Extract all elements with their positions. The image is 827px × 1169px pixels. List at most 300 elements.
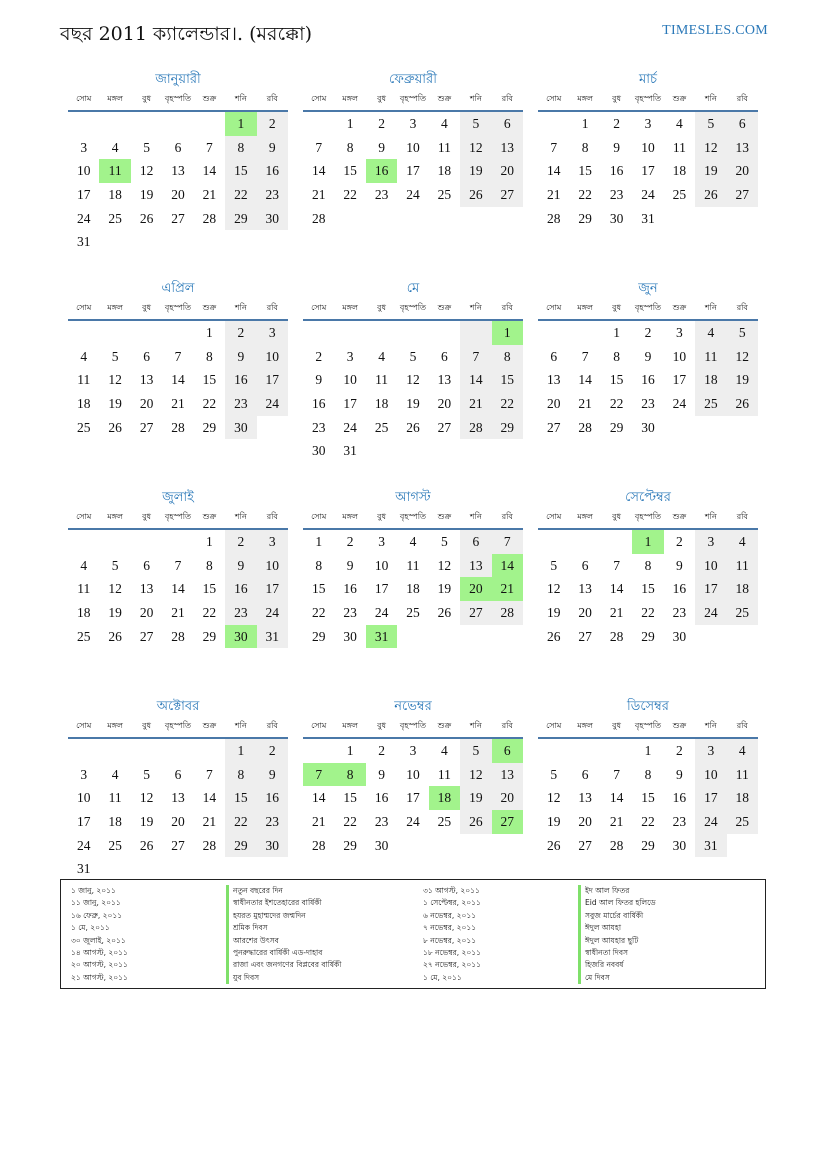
empty-cell	[68, 739, 99, 763]
day-cell: 17	[406, 163, 420, 179]
day-cell: 5	[550, 557, 558, 573]
day-cell: 6	[492, 112, 523, 136]
day-cell: 22	[225, 183, 256, 207]
day-cell: 7	[174, 348, 182, 364]
weekday-label: সোম	[311, 512, 327, 521]
day-cell: 11	[727, 763, 758, 787]
day-cell: 23	[672, 814, 687, 830]
day-cell: 1	[315, 534, 323, 549]
month-name: মে	[406, 281, 420, 296]
day-cell: 25	[672, 187, 687, 203]
day-cell: 15	[225, 786, 256, 810]
day-cell: 28	[578, 419, 592, 435]
day-cell: 7	[613, 557, 620, 573]
day-cell: 24	[672, 396, 687, 412]
weekday-header	[303, 508, 523, 530]
holiday-row	[71, 885, 403, 897]
day-cell: 16	[225, 577, 256, 601]
day-cell: 14	[171, 372, 185, 388]
day-cell: 26	[460, 810, 491, 834]
weekday-label: রবি	[266, 94, 278, 103]
month-name: সেপ্টেম্বর	[625, 490, 671, 505]
weekday-label: সোম	[311, 94, 327, 103]
holiday-date: ২১ আগস্ট, ২০১১	[71, 972, 128, 982]
day-cell: 10	[76, 163, 91, 179]
weekday-label: বুধ	[612, 512, 622, 521]
weekday-label: বুধ	[142, 303, 152, 312]
day-cell: 4	[727, 739, 758, 763]
weekday-label: বৃহস্পতি	[634, 94, 662, 103]
day-cell: 25	[76, 419, 91, 435]
day-cell: 21	[460, 392, 491, 416]
day-cell: 25	[727, 601, 758, 625]
day-cell: 7	[550, 139, 558, 155]
day-cell: 15	[641, 790, 655, 806]
day-cell: 16	[641, 372, 655, 388]
weekday-label: বৃহস্পতি	[164, 512, 192, 521]
day-cell: 21	[202, 814, 217, 830]
month-name: মার্চ	[638, 72, 657, 87]
weekday-label: শুক্র	[437, 721, 452, 730]
empty-cell	[68, 112, 99, 136]
day-cell: 24	[76, 210, 91, 226]
day-cell: 1	[346, 116, 354, 131]
holiday-day-cell: 1	[632, 530, 663, 554]
day-cell: 1	[206, 534, 213, 549]
holiday-date: ৭ নভেম্বর, ২০১১	[423, 923, 477, 933]
day-cell: 1	[644, 743, 652, 758]
weekday-label: মঙ্গল	[577, 721, 593, 730]
day-cell: 13	[139, 581, 154, 597]
day-cell: 3	[644, 116, 652, 131]
day-cell: 7	[206, 766, 213, 782]
month-block	[303, 70, 523, 279]
day-cell: 26	[695, 183, 726, 207]
weekday-label: সোম	[546, 512, 562, 521]
weekday-label: মঙ্গল	[342, 94, 358, 103]
day-cell: 17	[343, 396, 357, 412]
weekday-label: মঙ্গল	[342, 721, 358, 730]
weekday-label: শুক্র	[437, 303, 452, 312]
weekday-label: বৃহস্পতি	[634, 303, 662, 312]
day-cell: 2	[225, 321, 256, 345]
day-cell: 5	[111, 557, 119, 573]
day-cell: 5	[460, 112, 491, 136]
holiday-date: ১৮ নভেম্বর, ২০১১	[423, 947, 481, 957]
holiday-row	[423, 972, 755, 984]
day-cell: 19	[546, 605, 561, 621]
empty-cell	[131, 321, 162, 345]
day-cell: 29	[202, 419, 217, 435]
day-cell: 19	[460, 159, 491, 183]
day-cell: 4	[111, 139, 119, 155]
weekday-label: রবি	[266, 512, 278, 521]
holiday-row	[71, 947, 403, 959]
holiday-name: নতুন বছরের দিন	[226, 885, 403, 897]
day-cell: 6	[174, 139, 182, 155]
day-cell: 11	[672, 139, 686, 155]
day-cell: 19	[460, 786, 491, 810]
day-cell: 10	[672, 348, 687, 364]
weekday-label: রবি	[501, 303, 513, 312]
day-cell: 25	[374, 419, 389, 435]
day-cell: 10	[406, 139, 420, 155]
weekday-label: মঙ্গল	[107, 303, 123, 312]
day-cell: 14	[311, 163, 326, 179]
holiday-date: ১৬ ফেব্রু, ২০১১	[71, 910, 123, 920]
weekday-label: সোম	[311, 303, 327, 312]
day-cell: 10	[76, 790, 91, 806]
weekday-label: বুধ	[612, 303, 622, 312]
day-cell: 3	[257, 321, 288, 345]
day-cell: 30	[641, 419, 655, 435]
month-block	[68, 697, 288, 906]
weekday-label: শনি	[469, 721, 482, 730]
weekday-label: মঙ্গল	[342, 512, 358, 521]
day-cell: 29	[609, 419, 624, 435]
month-block	[538, 697, 758, 906]
weekday-header	[538, 299, 758, 321]
holiday-name: যুব দিবস	[226, 972, 403, 984]
day-grid	[538, 321, 758, 439]
day-grid	[538, 530, 758, 648]
day-cell: 23	[672, 605, 687, 621]
day-cell: 30	[311, 443, 326, 459]
day-cell: 24	[695, 601, 726, 625]
day-cell: 3	[80, 139, 88, 155]
day-cell: 13	[460, 554, 491, 578]
day-cell: 25	[108, 210, 122, 226]
day-cell: 23	[343, 605, 357, 621]
day-cell: 17	[695, 577, 726, 601]
day-cell: 13	[171, 790, 185, 806]
day-cell: 17	[257, 577, 288, 601]
day-cell: 24	[695, 810, 726, 834]
day-cell: 4	[727, 530, 758, 554]
weekday-label: রবি	[266, 721, 278, 730]
holiday-name: শ্রমিক দিবস	[226, 922, 403, 934]
day-cell: 13	[546, 372, 561, 388]
weekday-label: মঙ্গল	[342, 303, 358, 312]
weekday-label: শুক্র	[202, 512, 217, 521]
weekday-label: বুধ	[377, 512, 387, 521]
day-cell: 23	[225, 601, 256, 625]
weekday-header	[68, 508, 288, 530]
weekday-header	[303, 90, 523, 112]
empty-cell	[303, 112, 334, 136]
holiday-name: Eid আল ফিতর হলিডে	[578, 897, 755, 909]
day-cell: 31	[695, 834, 726, 858]
weekday-label: শনি	[234, 303, 247, 312]
holiday-date: ১ মে, ২০১১	[71, 923, 110, 933]
weekday-label: বৃহস্পতি	[634, 512, 662, 521]
empty-cell	[99, 112, 130, 136]
day-cell: 24	[406, 187, 420, 203]
day-cell: 18	[727, 786, 758, 810]
day-cell: 23	[374, 187, 389, 203]
day-cell: 13	[727, 136, 758, 160]
day-cell: 21	[546, 187, 561, 203]
day-cell: 21	[578, 396, 592, 412]
day-cell: 9	[613, 139, 620, 155]
day-cell: 6	[727, 112, 758, 136]
day-cell: 6	[581, 557, 589, 573]
day-cell: 22	[202, 605, 217, 621]
day-cell: 18	[108, 187, 122, 203]
weekday-label: শুক্র	[202, 303, 217, 312]
weekday-label: রবি	[736, 303, 748, 312]
empty-cell	[538, 321, 569, 345]
day-cell: 8	[206, 557, 213, 573]
weekday-label: বৃহস্পতি	[399, 721, 427, 730]
day-cell: 10	[374, 557, 389, 573]
empty-cell	[68, 321, 99, 345]
empty-cell	[538, 739, 569, 763]
day-cell: 27	[546, 419, 561, 435]
empty-cell	[303, 739, 334, 763]
holiday-date: ২৭ নভেম্বর, ২০১১	[423, 960, 482, 970]
day-cell: 11	[695, 345, 726, 369]
day-cell: 19	[406, 396, 420, 412]
day-cell: 4	[111, 766, 119, 782]
day-cell: 17	[672, 372, 687, 388]
day-cell: 6	[143, 348, 150, 364]
day-cell: 6	[143, 557, 150, 573]
day-cell: 22	[343, 187, 357, 203]
holiday-day-cell: 7	[303, 763, 334, 787]
empty-cell	[397, 321, 428, 345]
day-cell: 17	[76, 187, 91, 203]
weekday-label: বৃহস্পতি	[399, 512, 427, 521]
day-cell: 9	[257, 136, 288, 160]
day-cell: 28	[609, 837, 624, 853]
day-cell: 7	[206, 139, 213, 155]
day-cell: 17	[257, 368, 288, 392]
holiday-row	[423, 935, 755, 947]
month-block	[68, 279, 288, 488]
day-cell: 29	[225, 834, 256, 858]
day-cell: 15	[225, 159, 256, 183]
weekday-label: শুক্র	[437, 94, 452, 103]
holiday-date: ১ মে, ২০১১	[423, 972, 462, 982]
day-cell: 29	[578, 210, 592, 226]
day-cell: 4	[676, 116, 683, 131]
day-cell: 22	[492, 392, 523, 416]
day-cell: 25	[437, 187, 452, 203]
month-name: জুলাই	[162, 490, 194, 505]
holiday-name: স্বাধীনতা দিবস	[578, 947, 755, 959]
day-cell: 20	[546, 396, 561, 412]
holiday-name: ঈদুল আযহা	[578, 922, 755, 934]
day-cell: 5	[460, 739, 491, 763]
day-cell: 11	[77, 581, 91, 597]
empty-cell	[429, 321, 460, 345]
month-name: অক্টোবর	[156, 699, 200, 714]
day-cell: 2	[644, 325, 652, 340]
weekday-label: বৃহস্পতি	[634, 721, 662, 730]
day-cell: 14	[460, 368, 491, 392]
day-cell: 11	[437, 139, 451, 155]
day-cell: 18	[437, 163, 452, 179]
weekday-label: বুধ	[377, 721, 387, 730]
day-cell: 5	[409, 348, 417, 364]
day-cell: 20	[578, 814, 592, 830]
day-cell: 20	[171, 814, 185, 830]
site-logo-text[interactable]: TIMESLES.COM	[662, 23, 768, 38]
day-cell: 3	[676, 325, 683, 340]
day-cell: 4	[441, 116, 448, 131]
day-cell: 18	[374, 396, 389, 412]
weekday-label: শনি	[234, 721, 247, 730]
day-cell: 22	[343, 814, 357, 830]
day-cell: 14	[609, 581, 624, 597]
day-cell: 1	[346, 743, 354, 758]
day-cell: 13	[578, 581, 592, 597]
day-cell: 10	[343, 372, 357, 388]
weekday-label: শুক্র	[672, 721, 687, 730]
weekday-label: বৃহস্পতি	[399, 303, 427, 312]
day-cell: 14	[202, 790, 217, 806]
day-cell: 5	[695, 112, 726, 136]
day-cell: 29	[311, 628, 326, 644]
day-cell: 21	[311, 814, 326, 830]
day-cell: 3	[409, 743, 417, 758]
day-cell: 19	[108, 605, 122, 621]
day-cell: 7	[613, 766, 620, 782]
day-cell: 29	[202, 628, 217, 644]
weekday-label: শনি	[469, 94, 482, 103]
weekday-label: শুক্র	[202, 721, 217, 730]
holiday-date: ৬ নভেম্বর, ২০১১	[423, 910, 477, 920]
day-grid	[68, 530, 288, 648]
weekday-label: বুধ	[142, 721, 152, 730]
day-cell: 23	[374, 814, 389, 830]
day-cell: 20	[139, 605, 154, 621]
day-cell: 8	[492, 345, 523, 369]
empty-cell	[99, 530, 130, 554]
day-grid	[303, 739, 523, 857]
day-cell: 28	[311, 210, 326, 226]
weekday-label: সোম	[546, 303, 562, 312]
weekday-label: শুক্র	[202, 94, 217, 103]
empty-cell	[194, 112, 225, 136]
weekday-label: মঙ্গল	[107, 94, 123, 103]
weekday-label: শনি	[704, 94, 717, 103]
day-cell: 17	[76, 814, 91, 830]
month-block	[68, 488, 288, 697]
day-cell: 21	[609, 814, 624, 830]
day-cell: 26	[108, 419, 122, 435]
page-title: বছর 2011 ক্যালেন্ডার।. (মরক্কো)	[60, 23, 313, 45]
day-cell: 5	[727, 321, 758, 345]
weekday-label: রবি	[501, 721, 513, 730]
holiday-row	[71, 910, 403, 922]
day-cell: 24	[406, 814, 420, 830]
day-cell: 18	[695, 368, 726, 392]
holiday-day-cell: 1	[492, 321, 523, 345]
day-cell: 16	[374, 790, 389, 806]
weekday-label: শনি	[469, 512, 482, 521]
day-cell: 17	[695, 786, 726, 810]
day-cell: 26	[139, 210, 154, 226]
day-cell: 8	[206, 348, 213, 364]
day-cell: 27	[171, 210, 185, 226]
empty-cell	[68, 530, 99, 554]
day-cell: 19	[437, 581, 452, 597]
day-cell: 12	[139, 163, 154, 179]
day-cell: 12	[727, 345, 758, 369]
day-cell: 29	[641, 628, 655, 644]
day-cell: 11	[406, 557, 420, 573]
day-cell: 22	[311, 605, 326, 621]
day-cell: 20	[492, 786, 523, 810]
day-cell: 29	[641, 837, 655, 853]
day-cell: 3	[695, 530, 726, 554]
day-cell: 9	[676, 557, 683, 573]
day-grid	[538, 739, 758, 857]
day-cell: 30	[257, 207, 288, 231]
day-cell: 19	[108, 396, 122, 412]
empty-cell	[303, 321, 334, 345]
day-cell: 27	[139, 419, 154, 435]
day-cell: 27	[437, 419, 452, 435]
empty-cell	[131, 112, 162, 136]
month-name: ডিসেম্বর	[627, 699, 669, 714]
weekday-label: রবি	[266, 303, 278, 312]
day-cell: 14	[546, 163, 561, 179]
empty-cell	[99, 321, 130, 345]
day-cell: 25	[437, 814, 452, 830]
day-cell: 27	[578, 628, 592, 644]
day-cell: 22	[578, 187, 592, 203]
weekday-label: বুধ	[612, 94, 622, 103]
weekday-label: শনি	[234, 512, 247, 521]
holiday-day-cell: 27	[492, 810, 523, 834]
holiday-day-cell: 11	[99, 159, 130, 183]
day-cell: 12	[460, 763, 491, 787]
holiday-row	[423, 959, 755, 971]
day-cell: 8	[315, 557, 323, 573]
day-cell: 20	[727, 159, 758, 183]
day-cell: 19	[727, 368, 758, 392]
day-cell: 17	[406, 790, 420, 806]
holiday-row	[423, 947, 755, 959]
weekday-header	[303, 299, 523, 321]
day-cell: 16	[343, 581, 357, 597]
day-cell: 28	[492, 601, 523, 625]
weekday-label: সোম	[76, 303, 92, 312]
weekday-label: শনি	[704, 303, 717, 312]
weekday-label: বুধ	[142, 512, 152, 521]
day-cell: 24	[76, 837, 91, 853]
weekday-label: বৃহস্পতি	[399, 94, 427, 103]
day-cell: 5	[143, 139, 150, 155]
day-cell: 15	[609, 372, 624, 388]
weekday-header	[68, 717, 288, 739]
day-grid	[538, 112, 758, 230]
month-block	[538, 70, 758, 279]
weekday-label: রবি	[501, 512, 513, 521]
day-cell: 30	[672, 628, 687, 644]
holiday-date: ১ সেপ্টেম্বর, ২০১১	[423, 898, 481, 908]
day-cell: 6	[581, 766, 589, 782]
day-cell: 27	[139, 628, 154, 644]
day-cell: 2	[257, 739, 288, 763]
holiday-name: মে দিবস	[578, 972, 755, 984]
day-cell: 28	[202, 210, 217, 226]
weekday-label: বৃহস্পতি	[164, 303, 192, 312]
holiday-date: ২০ আগস্ট, ২০১১	[71, 960, 128, 970]
